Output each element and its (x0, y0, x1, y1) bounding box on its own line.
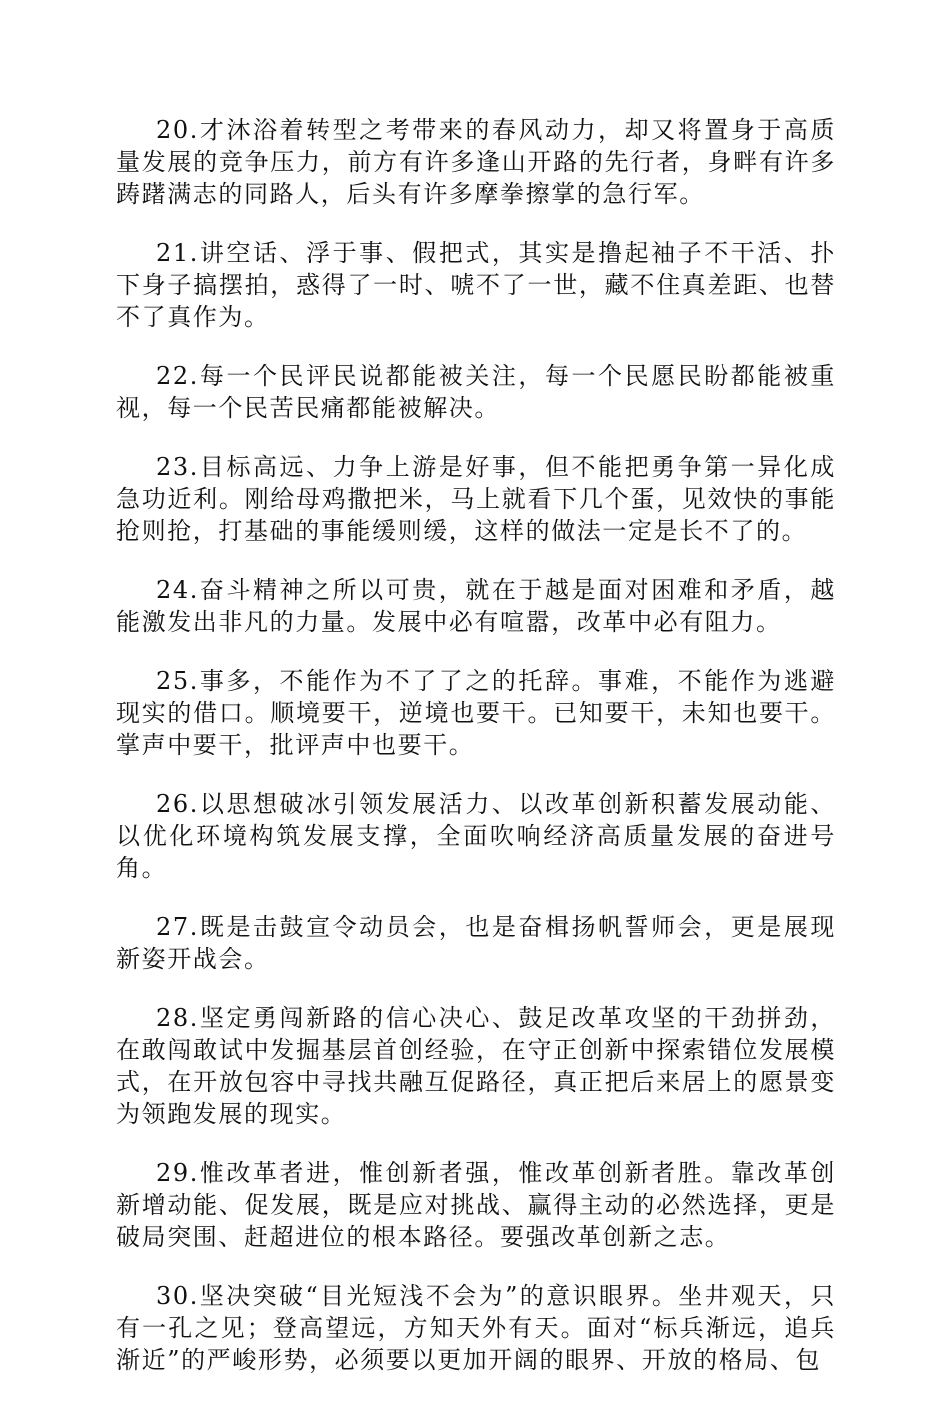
paragraph-30: 30.坚决突破“目光短浅不会为”的意识眼界。坐井观天，只有一孔之见；登高望远，方知天外有天。面对“标兵渐远，追兵渐近”的严峻形势，必须要以更加开阔的眼界、开放的格局、包 (116, 1282, 836, 1374)
paragraph-20: 20.才沐浴着转型之考带来的春风动力，却又将置身于高质量发展的竞争压力，前方有许多逢山开路的先行者，身畔有许多踌躇满志的同路人，后头有许多摩拳擦掌的急行军。 (116, 116, 836, 208)
paragraph-21: 21.讲空话、浮于事、假把式，其实是撸起袖子不干活、扑下身子搞摆拍，惑得了一时、唬不了一世，藏不住真差距、也替不了真作为。 (116, 239, 836, 331)
paragraph-26: 26.以思想破冰引领发展活力、以改革创新积蓄发展动能、以优化环境构筑发展支撑，全面吹响经济高质量发展的奋进号角。 (116, 790, 836, 882)
document-body (116, 114, 836, 1403)
paragraph-22: 22.每一个民评民说都能被关注，每一个民愿民盼都能被重视，每一个民苦民痛都能被解决。 (116, 362, 836, 422)
paragraph-24: 24.奋斗精神之所以可贵，就在于越是面对困难和矛盾，越能激发出非凡的力量。发展中必有喧嚣，改革中必有阻力。 (116, 576, 836, 636)
paragraph-29: 29.惟改革者进，惟创新者强，惟改革创新者胜。靠改革创新增动能、促发展，既是应对挑战、赢得主动的必然选择，更是破局突围、赶超进位的根本路径。要强改革创新之志。 (116, 1159, 836, 1251)
paragraph-28: 28.坚定勇闯新路的信心决心、鼓足改革攻坚的干劲拼劲，在敢闯敢试中发掘基层首创经验，在守正创新中探索错位发展模式，在开放包容中寻找共融互促路径，真正把后来居上的愿景变为领跑发展的现实。 (116, 1004, 836, 1128)
paragraph-27: 27.既是击鼓宣令动员会，也是奋楫扬帆誓师会，更是展现新姿开战会。 (116, 913, 836, 973)
paragraph-25: 25.事多，不能作为不了了之的托辞。事难，不能作为逃避现实的借口。顺境要干，逆境也要干。已知要干，未知也要干。掌声中要干，批评声中也要干。 (116, 667, 836, 759)
paragraph-23: 23.目标高远、力争上游是好事，但不能把勇争第一异化成急功近利。刚给母鸡撒把米，马上就看下几个蛋，见效快的事能抢则抢，打基础的事能缓则缓，这样的做法一定是长不了的。 (116, 453, 836, 545)
